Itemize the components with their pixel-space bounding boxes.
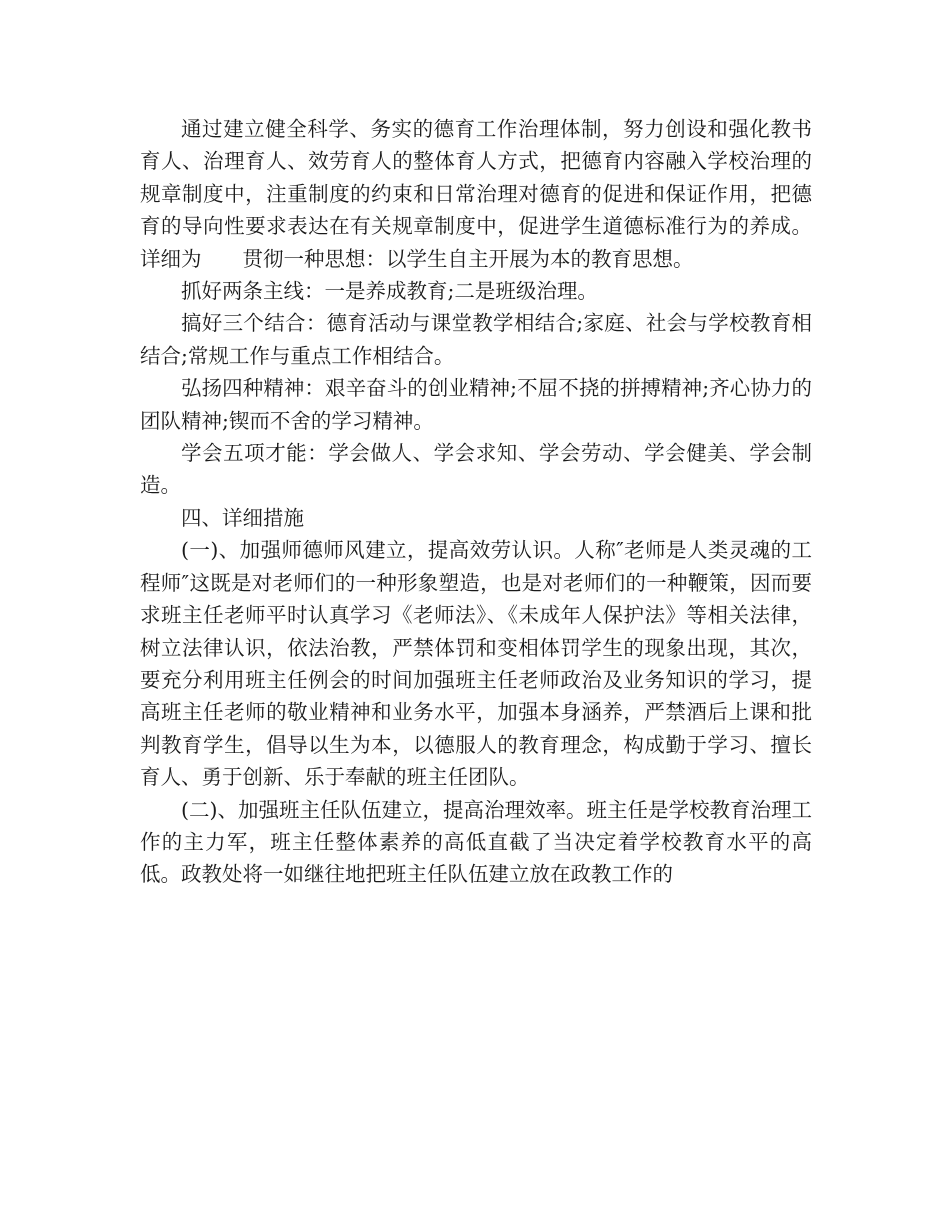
paragraph-two-main-lines: 抓好两条主线：一是养成教育;二是班级治理。 xyxy=(181,279,598,304)
section-heading-measures: 四、详细措施 xyxy=(181,505,304,530)
paragraph-five-abilities: 学会五项才能：学会做人、学会求知、学会劳动、学会健美、学会制造。 xyxy=(140,441,812,498)
document-page xyxy=(140,113,812,891)
paragraph-head-teacher-team: (二)、加强班主任队伍建立，提高治理效率。班主任是学校教育治理工作的主力军，班主任整体素养的高低直截了当决定着学校教育水平的高低。政教处将一如继往地把班主任队伍建立放在政教工作的 xyxy=(140,797,812,887)
paragraph-teacher-ethics: (一)、加强师德师风建立，提高效劳认识。人称″老师是人类灵魂的工程师″这既是对老师们的一种形象塑造，也是对老师们的一种鞭策，因而要求班主任老师平时认真学习《老师法》、《未成年人保护法》等相关法律，树立法律认识，依法治教，严禁体罚和变相体罚学生的现象出现，其次，要充分利用班主任例会的时间加强班主任老师政治及业务知识的学习，提高班主任老师的敬业精神和业务水平，加强本身涵养，严禁酒后上课和批判教育学生，倡导以生为本，以德服人的教育理念，构成勤于学习、擅长育人、勇于创新、乐于奉献的班主任团队。 xyxy=(140,538,812,790)
paragraph-four-spirits: 弘扬四种精神：艰辛奋斗的创业精神;不屈不挠的拼搏精神;齐心协力的团队精神;锲而不舍的学习精神。 xyxy=(140,376,812,433)
paragraph-moral-management: 通过建立健全科学、务实的德育工作治理体制，努力创设和强化教书育人、治理育人、效劳育人的整体育人方式，把德育内容融入学校治理的规章制度中，注重制度的约束和日常治理对德育的促进和保证作用，把德育的导向性要求表达在有关规章制度中，促进学生道德标准行为的养成。详细为 贯彻一种思想：以学生自主开展为本的教育思想。 xyxy=(140,117,812,271)
paragraph-three-combinations: 搞好三个结合：德育活动与课堂教学相结合;家庭、社会与学校教育相结合;常规工作与重点工作相结合。 xyxy=(140,311,812,368)
